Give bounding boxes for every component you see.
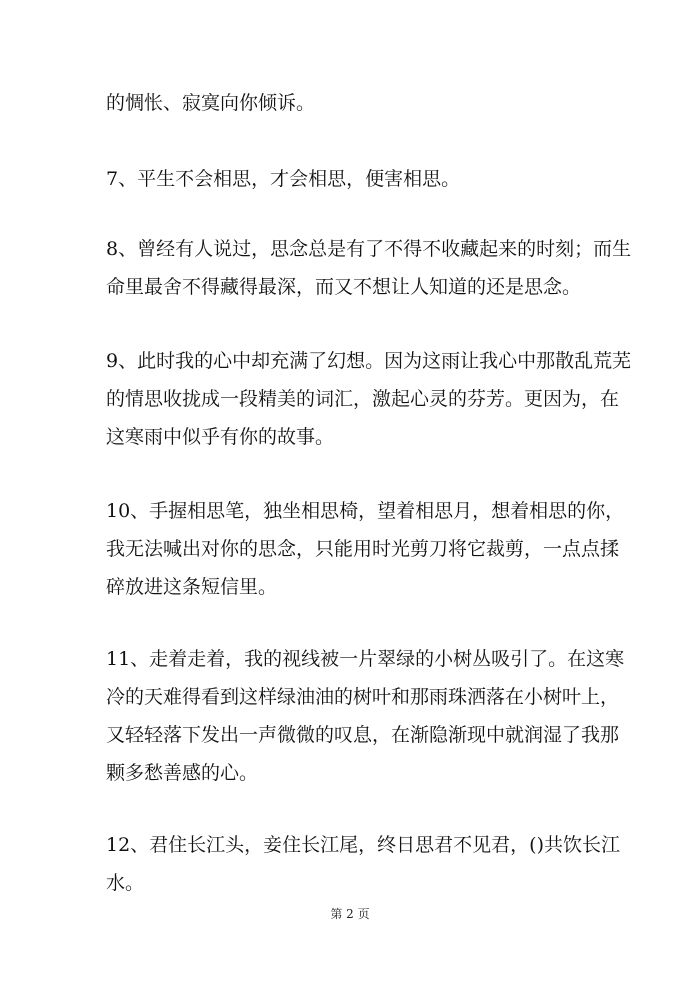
text-line: 12、君住长江头，妾住长江尾，终日思君不见君，()共饮长江	[106, 834, 621, 856]
text-line: 11、走着走着，我的视线被一片翠绿的小树丛吸引了。在这寒	[106, 648, 625, 670]
text-line: 冷的天难得看到这样绿油油的树叶和那雨珠洒落在小树叶上，	[106, 686, 620, 708]
text-line: 8、曾经有人说过，思念总是有了不得不收藏起来的时刻；而生	[106, 238, 632, 260]
text-line: 水。	[106, 872, 145, 894]
paragraph-11	[106, 640, 625, 792]
text-line: 的惆怅、寂寞向你倾诉。	[106, 92, 316, 114]
text-line: 命里最舍不得藏得最深，而又不想让人知道的还是思念。	[106, 276, 582, 298]
paragraph-8	[106, 230, 632, 306]
text-line: 9、此时我的心中却充满了幻想。因为这雨让我心中那散乱荒芜	[106, 350, 632, 372]
text-line: 7、平生不会相思，才会相思，便害相思。	[106, 168, 461, 190]
text-line: 颗多愁善感的心。	[106, 762, 259, 784]
paragraph-continuation	[106, 84, 596, 122]
page-number: 第 2 页	[330, 907, 370, 921]
text-line: 这寒雨中似乎有你的故事。	[106, 426, 335, 448]
paragraph-10	[106, 492, 625, 606]
text-line: 10、手握相思笔，独坐相思椅，望着相思月，想着相思的你，	[106, 500, 625, 522]
paragraph-9	[106, 342, 632, 456]
text-line: 又轻轻落下发出一声微微的叹息，在渐隐渐现中就润湿了我那	[106, 724, 620, 746]
text-line: 的情思收拢成一段精美的词汇，激起心灵的芬芳。更因为，在	[106, 388, 620, 410]
paragraph-12	[106, 826, 621, 902]
text-line: 我无法喊出对你的思念，只能用时光剪刀将它裁剪，一点点揉	[106, 538, 620, 560]
text-line: 碎放进这条短信里。	[106, 576, 278, 598]
paragraph-7	[106, 160, 596, 198]
